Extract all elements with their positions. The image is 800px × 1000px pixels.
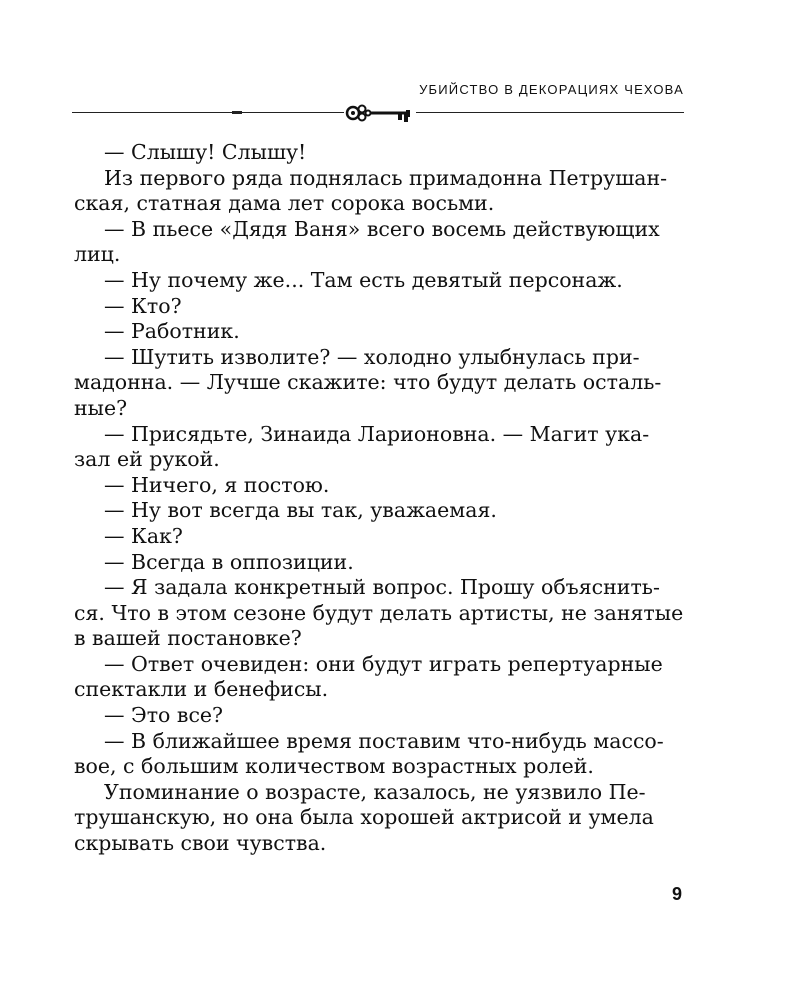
text-line: — В ближайшее время поставим что-нибудь массо- (104, 728, 664, 753)
text-line: — Ничего, я постою. (104, 472, 330, 497)
text-line: — Слышу! Слышу! (104, 140, 307, 164)
text-line: скрывать свои чувства. (74, 831, 327, 856)
text-line: Из первого ряда поднялась примадонна Петрушан- (104, 165, 668, 190)
body-text (74, 140, 686, 857)
text-line: — Я задала конкретный вопрос. Прошу объяснить- (104, 575, 660, 600)
text-line: — Ответ очевиден: они будут играть репертуарные (104, 651, 663, 676)
running-head-title: УБИЙСТВО В ДЕКОРАЦИЯХ ЧЕХОВА (419, 82, 684, 97)
text-line: Упоминание о возрасте, казалось, не уязвило Пе- (104, 779, 646, 804)
text-line: — Шутить изволите? — холодно улыбнулась при- (104, 344, 640, 369)
text-line: лиц. (74, 242, 121, 267)
text-line: — Это все? (104, 703, 224, 728)
text-line: спектакли и бенефисы. (74, 677, 329, 702)
text-line: ская, статная дама лет сорока восьми. (74, 191, 495, 216)
text-line: — Работник. (104, 319, 240, 344)
key-icon (344, 101, 416, 127)
text-line: — В пьесе «Дядя Ваня» всего восемь действующих (104, 216, 660, 241)
text-line: в вашей постановке? (74, 626, 302, 651)
text-line: трушанскую, но она была хорошей актрисой и умела (74, 805, 654, 830)
text-line: вое, с большим количеством возрастных ролей. (74, 754, 594, 779)
text-line: ся. Что в этом сезоне будут делать артисты, не занятые (74, 600, 684, 625)
text-line: — Присядьте, Зинаида Ларионовна. — Магит ука- (104, 421, 650, 446)
text-line: — Ну почему же... Там есть девятый персонаж. (104, 267, 623, 292)
text-line: ные? (74, 395, 128, 420)
text-line: — Всегда в оппозиции. (104, 549, 354, 574)
text-line: — Кто? (104, 293, 182, 318)
text-line: — Ну вот всегда вы так, уважаемая. (104, 498, 497, 523)
header-rule-tick (232, 111, 242, 114)
text-line: зал ей рукой. (74, 447, 220, 472)
page-number: 9 (671, 884, 682, 904)
text-line: — Как? (104, 523, 183, 548)
text-line: мадонна. — Лучше скажите: что будут делать осталь- (74, 370, 662, 395)
